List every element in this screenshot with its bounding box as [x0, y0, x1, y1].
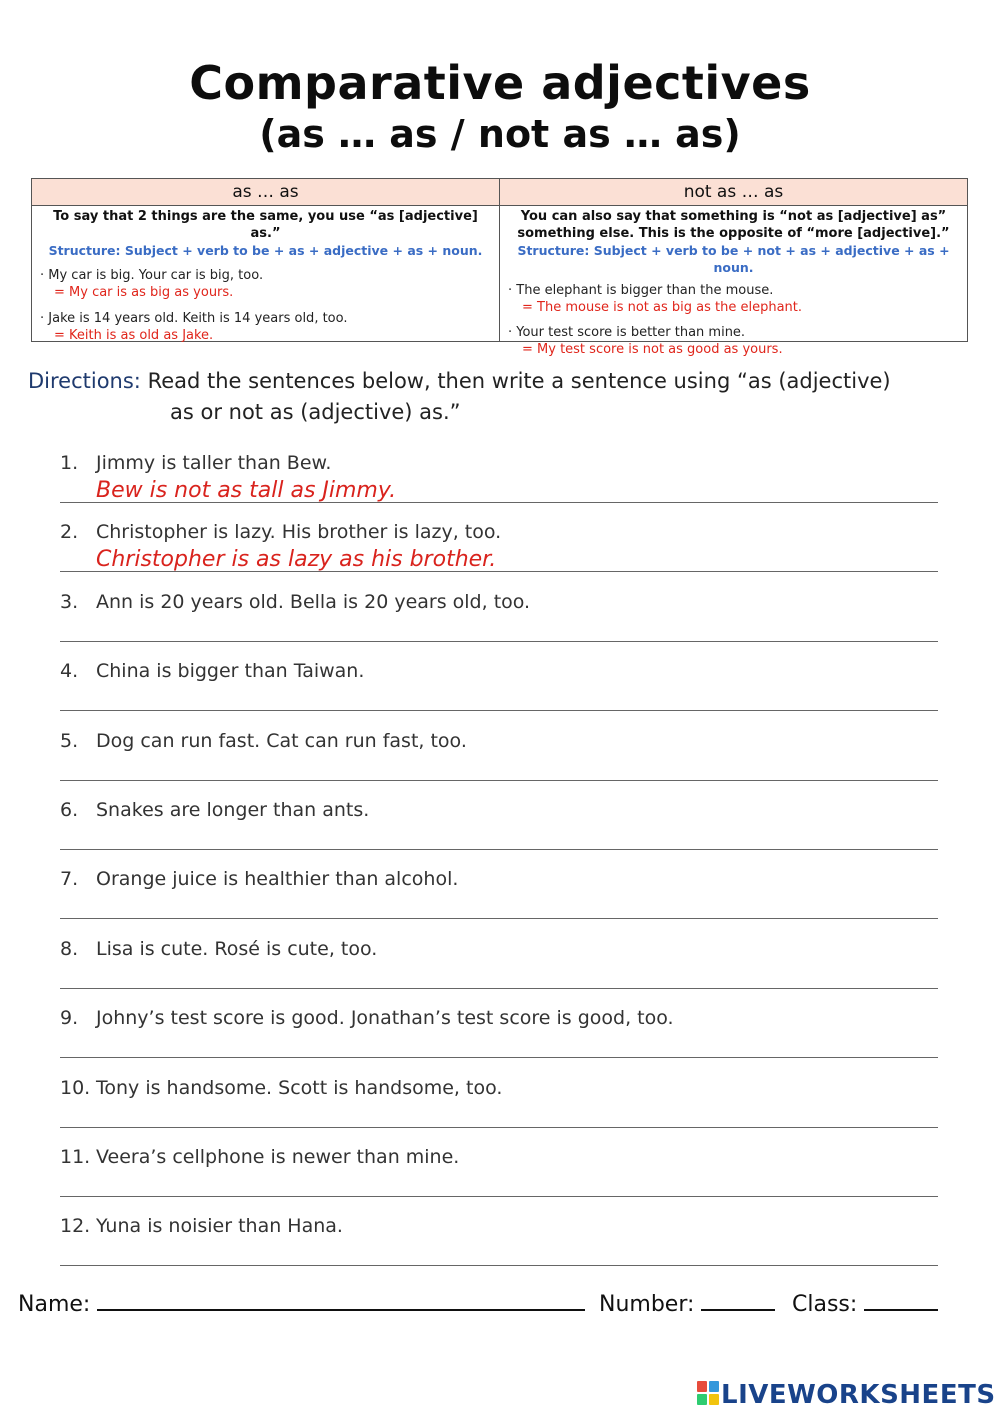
class-field[interactable]	[792, 1291, 938, 1317]
answer-line[interactable]	[60, 849, 938, 850]
question-text: Veera’s cellphone is newer than mine.	[96, 1146, 460, 1168]
number-field[interactable]	[599, 1291, 775, 1317]
answer-text[interactable]: Bew is not as tall as Jimmy.	[96, 478, 397, 503]
answer-line[interactable]	[60, 1127, 938, 1128]
answer-text[interactable]: Christopher is as lazy as his brother.	[96, 547, 497, 573]
structure-formula: Structure: Subject + verb to be + not + as + adjective + as + noun.	[517, 243, 950, 275]
reference-table	[31, 178, 968, 357]
question-item	[60, 1215, 938, 1275]
question-text: Jimmy is taller than Bew.	[96, 452, 332, 474]
answer-line[interactable]	[60, 710, 938, 711]
reference-column-as-as	[32, 179, 500, 341]
example-sentence: · The elephant is bigger than the mouse.	[508, 283, 774, 298]
column-heading: not as … as	[500, 179, 967, 206]
question-text: Christopher is lazy. His brother is lazy, too.	[96, 521, 502, 544]
example-answer: = Keith is as old as Jake.	[54, 328, 214, 343]
answer-line[interactable]	[60, 918, 938, 919]
example-answer: = My test score is not as good as yours.	[522, 342, 783, 357]
answer-line[interactable]	[60, 641, 938, 642]
example-sentence: · Your test score is better than mine.	[508, 325, 746, 340]
question-number: 9.	[60, 1007, 79, 1030]
question-text: Lisa is cute. Rosé is cute, too.	[96, 937, 378, 960]
answer-line[interactable]	[60, 988, 938, 989]
example-2	[40, 310, 491, 344]
question-number: 3.	[60, 590, 79, 613]
reference-column-not-as-as	[500, 179, 967, 357]
example-sentence: · My car is big. Your car is big, too.	[40, 268, 264, 283]
class-blank[interactable]	[864, 1291, 938, 1311]
name-label: Name:	[18, 1292, 91, 1317]
class-label: Class:	[792, 1292, 858, 1317]
example-sentence: · Jake is 14 years old. Keith is 14 years old, too.	[40, 311, 348, 326]
page-title: Comparative adjectives	[189, 56, 811, 110]
example-1	[40, 267, 491, 301]
example-1	[508, 282, 959, 316]
rule-intro-line-1: You can also say that something is “not as [adjective] as”	[520, 209, 947, 224]
question-text: Yuna is noisier than Hana.	[96, 1215, 343, 1238]
question-item	[60, 591, 938, 651]
answer-line[interactable]	[60, 1196, 938, 1197]
question-item	[60, 1007, 938, 1067]
example-answer: = The mouse is not as big as the elephant.	[522, 300, 803, 315]
liveworksheets-logo	[697, 1380, 996, 1408]
question-item	[60, 452, 938, 512]
rule-intro: To say that 2 things are the same, you use “as [adjective] as.”	[53, 209, 478, 241]
question-text: Ann is 20 years old. Bella is 20 years old, too.	[96, 590, 531, 613]
name-blank[interactable]	[97, 1291, 585, 1311]
directions-label: Directions:	[28, 369, 141, 393]
question-number: 1.	[60, 452, 79, 474]
question-item	[60, 660, 938, 720]
directions	[28, 366, 978, 428]
question-number: 11.	[60, 1146, 91, 1168]
name-field[interactable]	[18, 1291, 585, 1317]
structure-formula: Structure: Subject + verb to be + as + adjective + as + noun.	[48, 243, 483, 258]
number-blank[interactable]	[701, 1291, 775, 1311]
question-text: Snakes are longer than ants.	[96, 799, 370, 821]
question-item	[60, 1146, 938, 1206]
directions-text-line-2: as or not as (adjective) as.”	[170, 400, 461, 424]
question-item	[60, 730, 938, 790]
answer-line[interactable]	[60, 780, 938, 781]
answer-line[interactable]	[60, 1057, 938, 1058]
question-number: 4.	[60, 660, 79, 683]
question-text: Johny’s test score is good. Jonathan’s test score is good, too.	[96, 1007, 674, 1030]
rule-intro-line-2: something else. This is the opposite of “more [adjective].”	[517, 226, 950, 241]
question-item	[60, 799, 938, 859]
logo-grid-icon	[697, 1381, 719, 1405]
question-number: 2.	[60, 521, 79, 544]
directions-text-line-1: Read the sentences below, then write a sentence using “as (adjective)	[140, 369, 891, 393]
number-label: Number:	[599, 1292, 695, 1317]
page-subtitle: (as … as / not as … as)	[259, 112, 741, 156]
question-number: 8.	[60, 937, 79, 960]
question-text: Tony is handsome. Scott is handsome, too.	[96, 1076, 503, 1099]
question-item	[60, 868, 938, 928]
question-number: 5.	[60, 729, 79, 752]
question-number: 12.	[60, 1215, 91, 1238]
question-text: Dog can run fast. Cat can run fast, too.	[96, 729, 467, 752]
logo-text: LIVEWORKSHEETS	[721, 1380, 996, 1410]
question-text: China is bigger than Taiwan.	[96, 660, 365, 683]
column-heading: as … as	[32, 179, 499, 206]
answer-line[interactable]	[60, 1265, 938, 1266]
question-text: Orange juice is healthier than alcohol.	[96, 868, 459, 891]
example-answer: = My car is as big as yours.	[54, 285, 234, 300]
question-item	[60, 521, 938, 581]
question-number: 10.	[60, 1076, 91, 1099]
example-2	[508, 324, 959, 358]
question-item	[60, 938, 938, 998]
question-item	[60, 1077, 938, 1137]
question-number: 6.	[60, 799, 79, 821]
question-number: 7.	[60, 868, 79, 891]
